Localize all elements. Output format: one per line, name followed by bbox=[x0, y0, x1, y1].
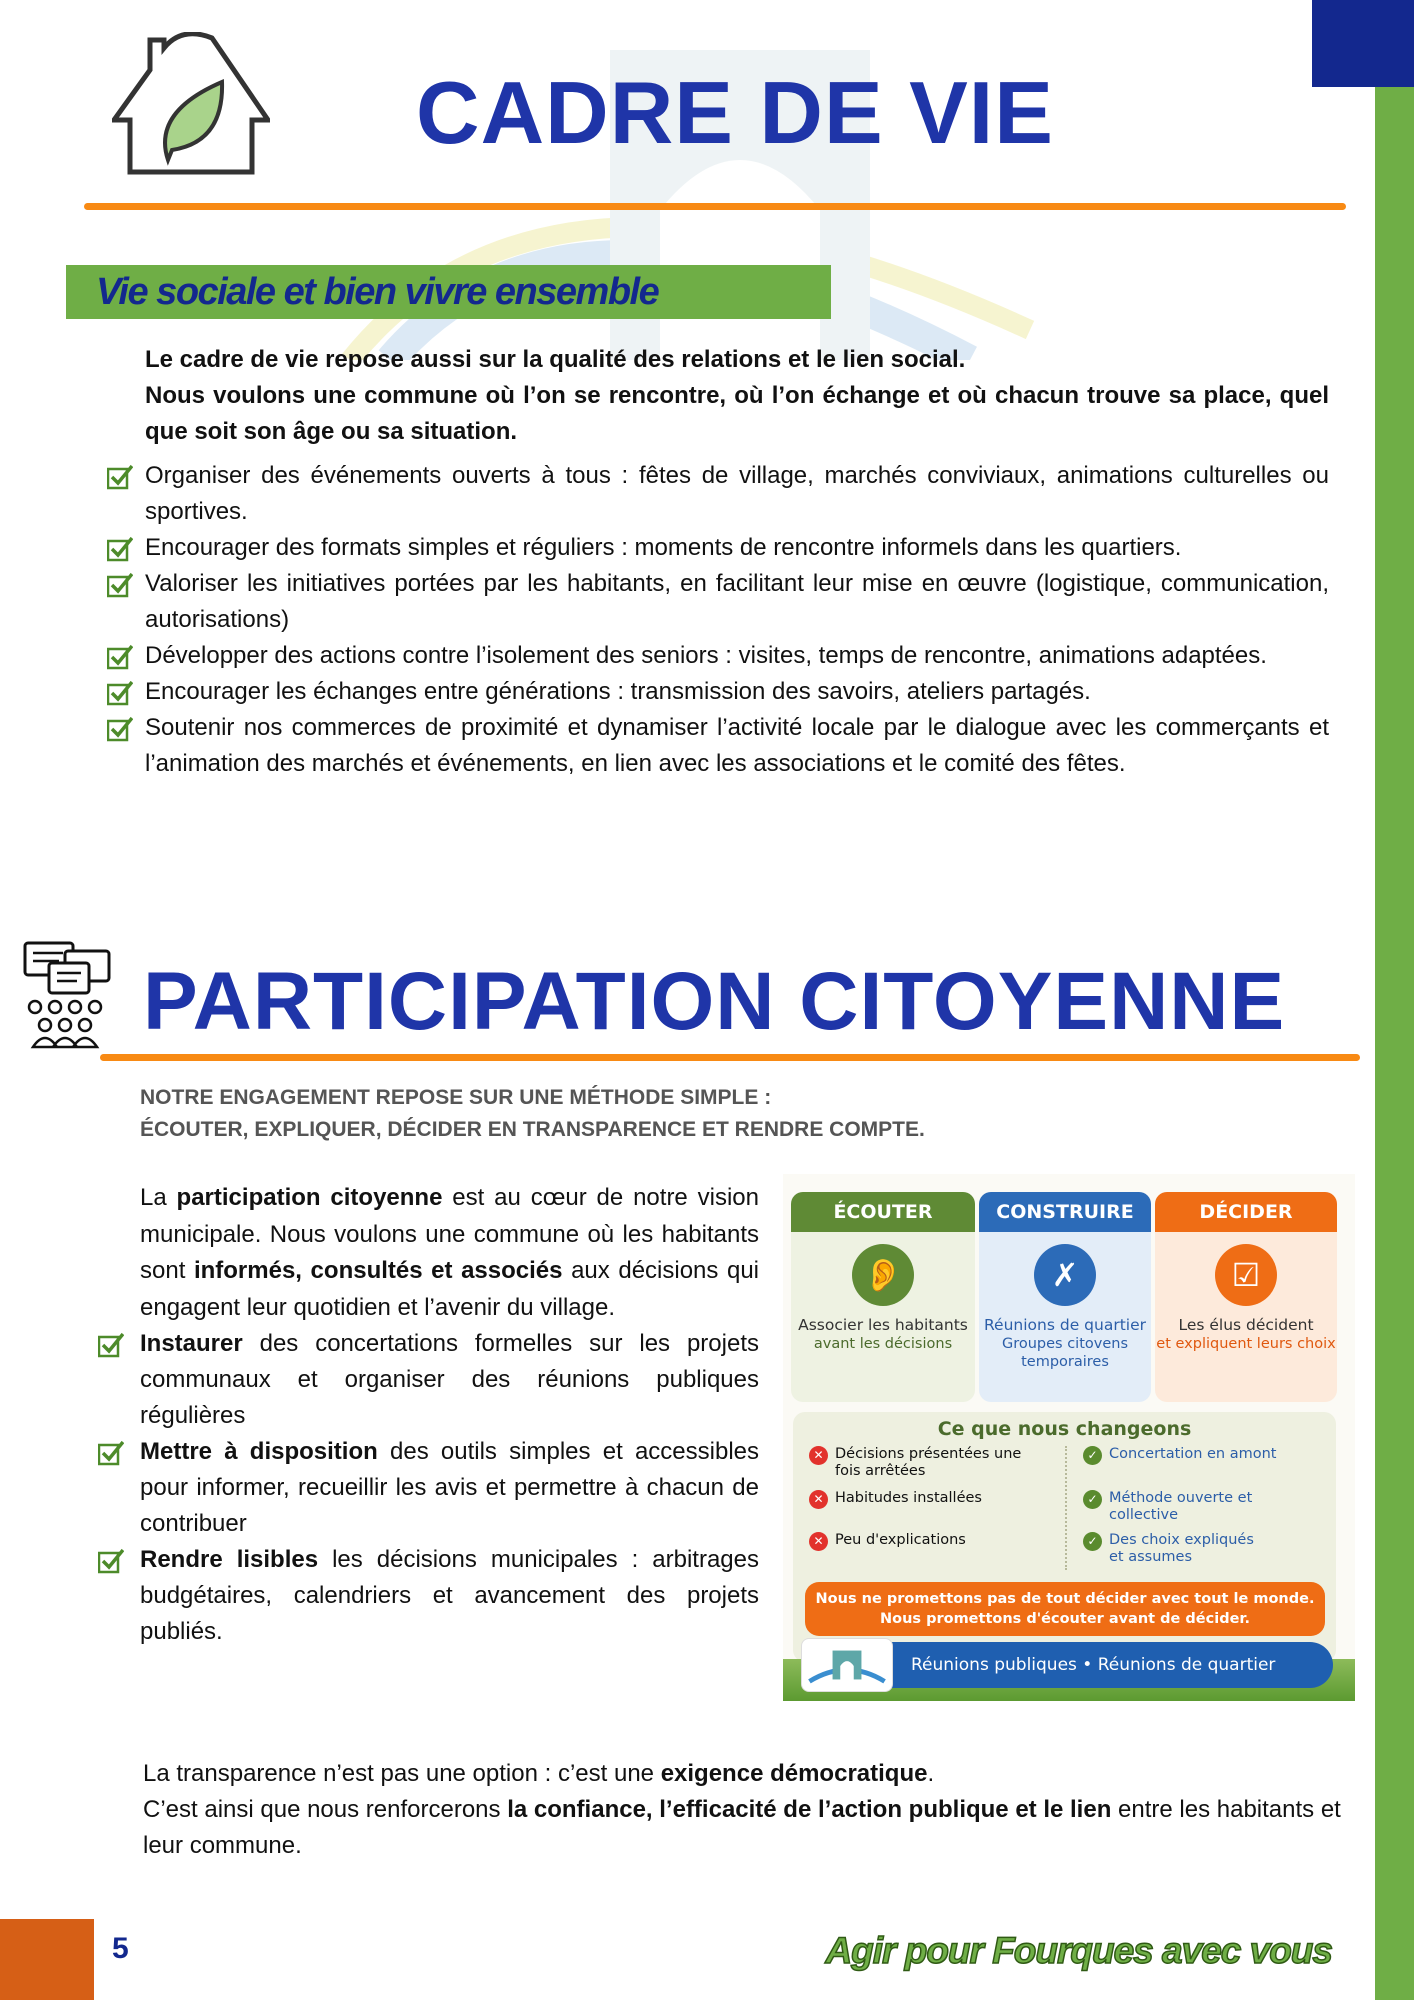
changes-box: Ce que nous changeons ✕ Décisions présentées une fois arrêtées ✕ Habitudes installées ✕ Peu d'explications ✓ Concertation en amont ✓ Méthode ouverte et collective ✓ Des choix expliqués et assumes bbox=[793, 1412, 1336, 1662]
campaign-slogan: Agir pour Fourques avec vous bbox=[825, 1930, 1332, 1971]
method-infographic bbox=[783, 1174, 1355, 1701]
after-item: ✓ Des choix expliqués et assumes bbox=[1083, 1532, 1273, 1566]
participation-text bbox=[140, 1180, 759, 1650]
cross-icon: ✕ bbox=[809, 1532, 828, 1551]
cross-icon: ✕ bbox=[809, 1490, 828, 1509]
social-life-list bbox=[145, 458, 1329, 782]
side-bar bbox=[1375, 87, 1414, 2000]
check-icon: ✓ bbox=[1083, 1446, 1102, 1465]
list-item: Encourager les échanges entre générations : transmission des savoirs, ateliers partagés. bbox=[145, 674, 1329, 710]
checkbox-icon bbox=[107, 536, 133, 562]
house-leaf-icon bbox=[112, 32, 270, 178]
column-ecouter: ÉCOUTER 👂 Associer les habitants avant les décisions bbox=[791, 1192, 975, 1402]
bridge-logo-icon bbox=[801, 1638, 893, 1692]
check-icon: ✓ bbox=[1083, 1532, 1102, 1551]
list-item: Rendre lisibles les décisions municipales : arbitrages budgétaires, calendriers et avancement des projets publiés. bbox=[140, 1542, 759, 1650]
cross-icon: ✕ bbox=[809, 1446, 828, 1465]
after-item: ✓ Méthode ouverte et collective bbox=[1083, 1490, 1253, 1524]
participation-paragraph: La participation citoyenne est au cœur de notre vision municipale. Nous voulons une commune où les habitants sont informés, consultés et associés aux décisions qui engagent leur quotidien et l’avenir du village. bbox=[140, 1184, 760, 1321]
list-item: Organiser des événements ouverts à tous : fêtes de village, marchés conviviaux, animations culturelles ou sportives. bbox=[145, 458, 1329, 530]
before-item: ✕ Décisions présentées une fois arrêtées bbox=[809, 1446, 1039, 1480]
corner-decoration bbox=[1312, 0, 1414, 87]
section-title-cadre-de-vie: CADRE DE VIE bbox=[416, 63, 1054, 162]
section-title-participation: PARTICIPATION CITOYENNE bbox=[143, 956, 1286, 1047]
checkbox-icon bbox=[107, 716, 133, 742]
subsection-banner: Vie sociale et bien vivre ensemble bbox=[66, 265, 831, 319]
column-decider: DÉCIDER ☑ Les élus décident et expliquent leurs choix bbox=[1155, 1192, 1337, 1402]
list-item: Développer des actions contre l’isolement des seniors : visites, temps de rencontre, animations adaptées. bbox=[145, 638, 1329, 674]
list-item: Mettre à disposition des outils simples et accessibles pour informer, recueillir les avis et permettre à chacun de contribuer bbox=[140, 1434, 759, 1542]
ear-icon: 👂 bbox=[852, 1244, 914, 1306]
checkbox-icon bbox=[98, 1548, 124, 1574]
tools-icon: ✗ bbox=[1034, 1244, 1096, 1306]
list-item: Soutenir nos commerces de proximité et dynamiser l’activité locale par le dialogue avec les commerçants et l’animation des marchés et événements, en lien avec les associations et le comité des fêtes. bbox=[145, 710, 1329, 782]
before-item: ✕ Peu d'explications bbox=[809, 1532, 1039, 1549]
checkbox-icon bbox=[98, 1440, 124, 1466]
list-item: Encourager des formats simples et réguliers : moments de rencontre informels dans les quartiers. bbox=[145, 530, 1329, 566]
column-construire: CONSTRUIRE ✗ Réunions de quartier Groupes citovens temporaires bbox=[979, 1192, 1151, 1402]
after-item: ✓ Concertation en amont bbox=[1083, 1446, 1323, 1463]
engagement-subtitle: NOTRE ENGAGEMENT REPOSE SUR UNE MÉTHODE SIMPLE : ÉCOUTER, EXPLIQUER, DÉCIDER EN TRANSPARENCE ET RENDRE COMPTE. bbox=[140, 1086, 925, 1141]
checkbox-icon bbox=[98, 1332, 124, 1358]
list-item: Instaurer des concertations formelles sur les projets communaux et organiser des réunions publiques régulières bbox=[140, 1326, 759, 1434]
promise-banner: Nous ne promettons pas de tout décider avec tout le monde. Nous promettons d'écouter avant de décider. bbox=[805, 1582, 1325, 1636]
footer-decoration bbox=[0, 1919, 94, 2000]
participation-list bbox=[140, 1326, 759, 1650]
ballot-box-icon: ☑ bbox=[1215, 1244, 1277, 1306]
checkbox-icon bbox=[107, 680, 133, 706]
list-item: Valoriser les initiatives portées par les habitants, en facilitant leur mise en œuvre (logistique, communication, autorisations) bbox=[145, 566, 1329, 638]
checkbox-icon bbox=[107, 464, 133, 490]
intro-line: Nous voulons une commune où l’on se rencontre, où l’on échange et où chacun trouve sa place, quel que soit son âge ou sa situation. bbox=[145, 382, 1329, 445]
title-underline bbox=[84, 203, 1346, 210]
divider bbox=[1065, 1446, 1067, 1570]
title-underline bbox=[100, 1054, 1360, 1061]
checkbox-icon bbox=[107, 644, 133, 670]
intro-line: Le cadre de vie repose aussi sur la qualité des relations et le lien social. bbox=[145, 346, 966, 373]
checkbox-icon bbox=[107, 572, 133, 598]
before-item: ✕ Habitudes installées bbox=[809, 1490, 1039, 1507]
speech-bubbles-people-icon bbox=[23, 941, 111, 1049]
meetings-banner: Réunions publiques • Réunions de quartier bbox=[803, 1642, 1333, 1688]
transparency-paragraph: La transparence n’est pas une option : c’est une exigence démocratique. C’est ainsi que nous renforcerons la confiance, l’efficacité de l’action publique et le lien entre les habitants et leur commune. bbox=[143, 1760, 1341, 1859]
check-icon: ✓ bbox=[1083, 1490, 1102, 1509]
intro-paragraph bbox=[145, 342, 1329, 450]
page-number: 5 bbox=[112, 1932, 129, 1965]
